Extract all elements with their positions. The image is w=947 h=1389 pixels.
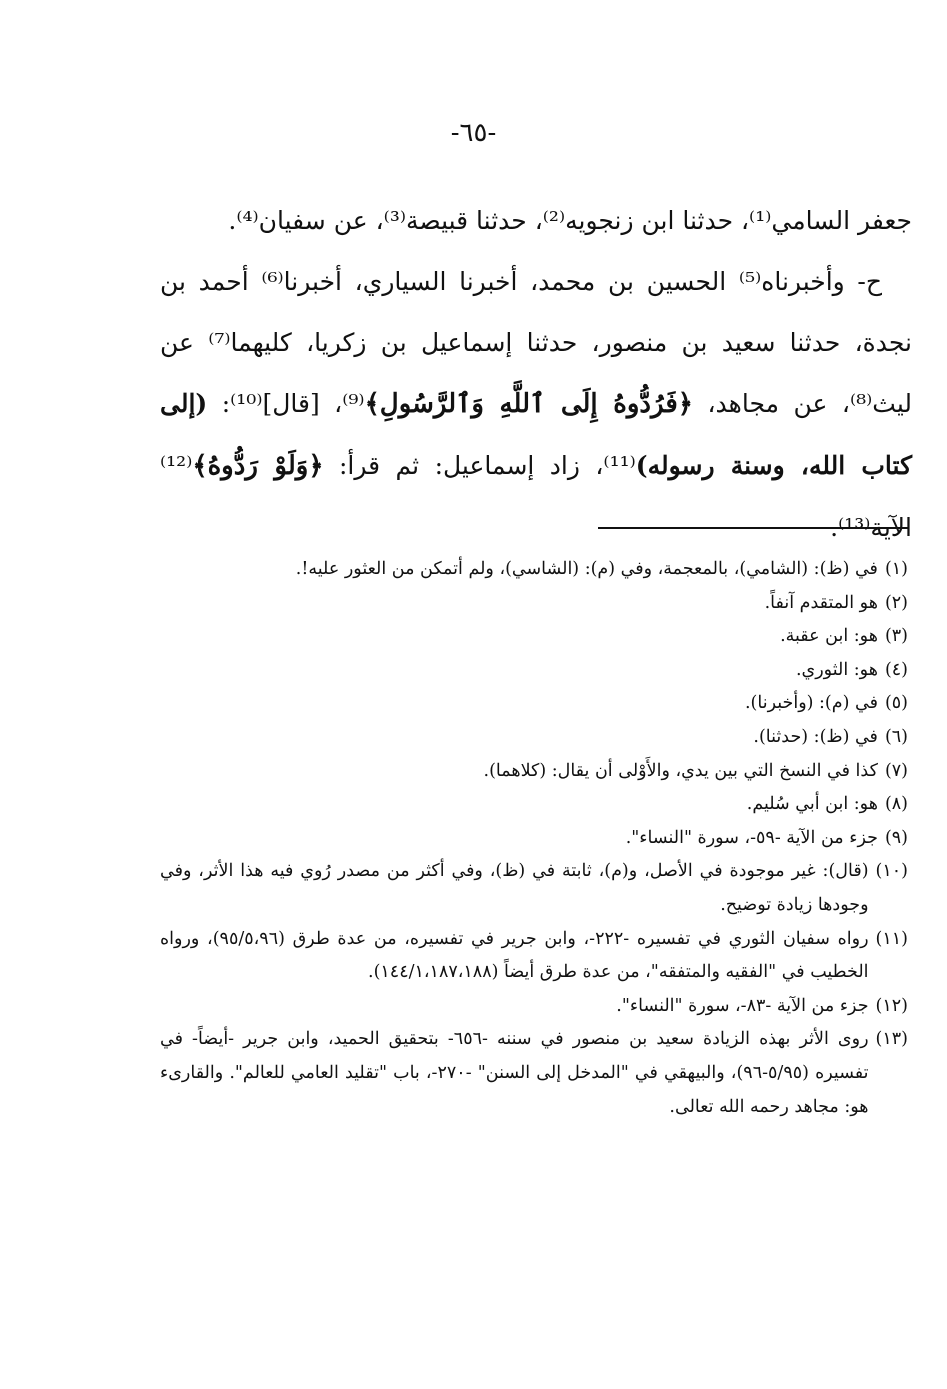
- quran-verse-2: ﴿وَلَوْ رَدُّوهُ﴾: [192, 451, 324, 481]
- footnote-6: [160, 721, 908, 755]
- footnote-number: (١٢): [875, 995, 908, 1016]
- footnote-number: (٧): [884, 760, 908, 781]
- paragraph-2-mid: ⁽⁹⁾، [قال]⁽¹⁰⁾:: [207, 389, 365, 418]
- page-number: -٦٥-: [450, 118, 497, 148]
- footnote-13: [160, 1023, 908, 1124]
- footnote-10: [160, 855, 908, 922]
- footnote-text: هو: ابن أبي سُليم.: [746, 794, 878, 815]
- footnote-text: في (ظ): (الشامي)، بالمعجمة، وفي (م): (الشاسي)، ولم أتمكن من العثور عليه!.: [295, 559, 878, 579]
- footnote-8: [160, 788, 908, 822]
- footnote-divider: [598, 527, 908, 529]
- footnote-number: (٢): [884, 592, 908, 613]
- footnote-7: [160, 755, 908, 789]
- footnote-number: (٦): [884, 726, 908, 747]
- footnote-text: جزء من الآية -٨٣-، سورة "النساء".: [616, 995, 869, 1016]
- footnote-number: (١): [884, 559, 908, 579]
- footnote-text: رواه سفيان الثوري في تفسيره -٢٢٢-، وابن جرير في تفسيره، من عدة طرق (٩٥/٥،٩٦)، ورواه الخطيب في "الفقيه والمتفقه"، من عدة طرق أيضاً (١٤٤/١،١٨٧،١٨٨).: [160, 928, 869, 983]
- paragraph-1: جعفر السامي⁽¹⁾، حدثنا ابن زنجويه⁽²⁾، حدثنا قبيصة⁽³⁾، عن سفيان⁽⁴⁾.: [228, 206, 912, 235]
- footnote-9: [160, 822, 908, 856]
- quran-verse-1: ﴿فَرُدُّوهُ إِلَى ٱللَّهِ وَٱلرَّسُولِ﴾: [364, 389, 693, 419]
- footnote-4: [160, 654, 908, 688]
- bold-phrase: (إلى كتاب الله، وسنة رسوله): [160, 389, 912, 480]
- footnote-number: (٩): [884, 827, 908, 848]
- footnote-number: (٥): [884, 693, 908, 714]
- paragraph-2: [160, 251, 912, 558]
- footnote-text: هو: الثوري.: [795, 659, 878, 680]
- paragraph-2-end: ⁽¹²⁾ الآية⁽¹³⁾.: [160, 451, 912, 542]
- footnote-text: هو المتقدم آنفاً.: [764, 592, 878, 613]
- footnote-5: [160, 687, 908, 721]
- main-text: [160, 190, 912, 558]
- footnote-1: [160, 553, 908, 587]
- footnote-text: هو: ابن عقبة.: [780, 626, 878, 647]
- footnote-3: [160, 620, 908, 654]
- paragraph-2-mid2: ⁽¹¹⁾، زاد إسماعيل: ثم قرأ:: [323, 451, 636, 480]
- footnote-number: (٣): [884, 626, 908, 647]
- paragraph-2-start: ح- وأخبرناه⁽⁵⁾ الحسين بن محمد، أخبرنا السياري، أخبرنا⁽⁶⁾ أحمد بن نجدة، حدثنا سعيد بن منصور، حدثنا إسماعيل بن زكريا، كليهما⁽⁷⁾ عن ليث⁽⁸⁾، عن مجاهد،: [160, 267, 912, 418]
- footnote-text: (قال): غير موجودة في الأصل، و(م)، ثابتة في (ظ)، وفي أكثر من مصدر رُوي فيه هذا الأثر، وفي وجودها زيادة توضيح.: [160, 861, 869, 915]
- footnote-number: (١٣): [875, 1029, 908, 1050]
- footnote-text: كذا في النسخ التي بين يدي، والأَوْلى أن يقال: (كلاهما).: [483, 760, 878, 781]
- footnote-12: [160, 990, 908, 1024]
- footnote-11: [160, 923, 908, 990]
- footnote-text: في (ظ): (حدثنا).: [753, 726, 878, 747]
- footnote-2: [160, 587, 908, 621]
- footnote-number: (١١): [875, 928, 908, 949]
- footnote-text: جزء من الآية -٥٩-، سورة "النساء".: [625, 827, 878, 848]
- footnote-number: (١٠): [875, 861, 908, 882]
- footnote-number: (٨): [884, 794, 908, 815]
- footnote-number: (٤): [884, 659, 908, 680]
- footnotes: [160, 553, 908, 1124]
- footnote-text: روى الأثر بهذه الزيادة سعيد بن منصور في سننه -٦٥٦- بتحقيق الحميد، وابن جرير -أيضاً- في تفسيره (٥/٩٥-٩٦)، والبيهقي في "المدخل إلى السنن" -٢٧٠-، باب "تقليد العامي للعالم". والقارىء هو: مجاهد رحمه الله تعالى.: [160, 1029, 869, 1117]
- footnote-text: في (م): (وأخبرنا).: [744, 693, 878, 714]
